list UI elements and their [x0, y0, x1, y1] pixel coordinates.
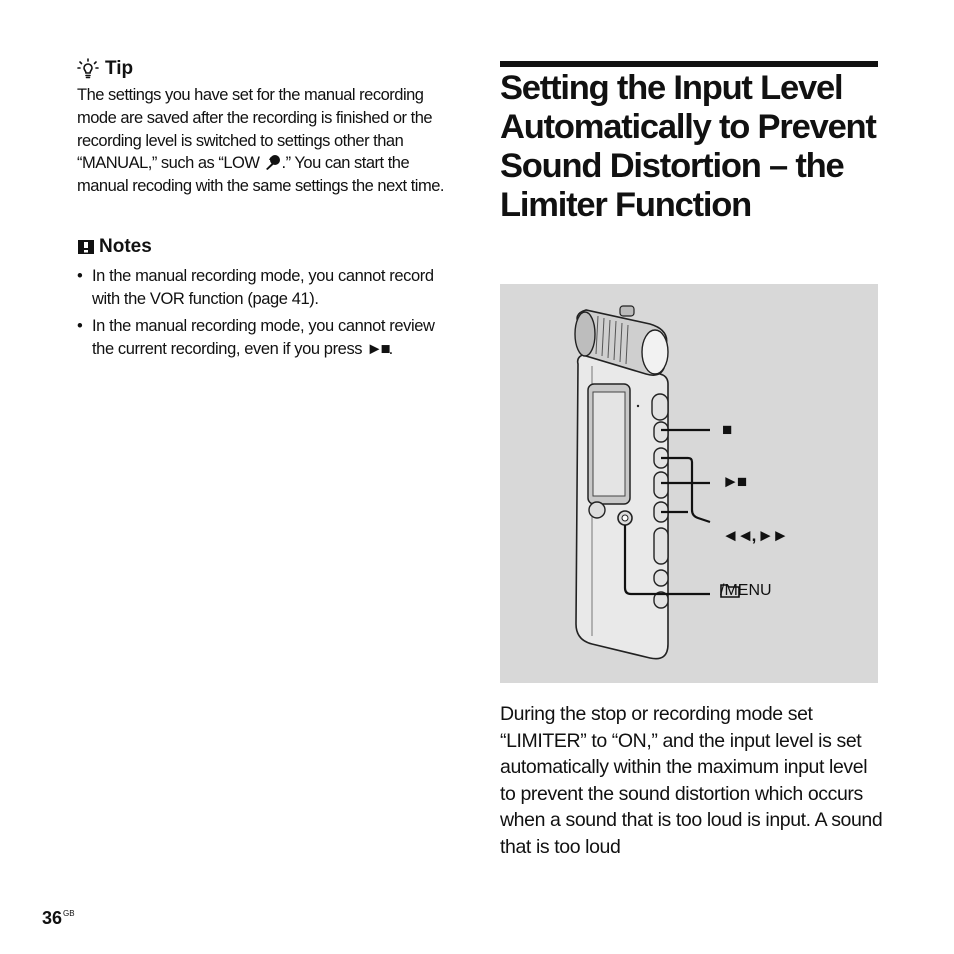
- tip-heading: [77, 58, 133, 80]
- folder-icon: [720, 582, 740, 598]
- lightbulb-icon: [77, 58, 99, 80]
- page-number: $36^{GB}$: [42, 908, 75, 928]
- tip-title: Tip: [105, 58, 134, 79]
- notes-title: Notes: [99, 236, 152, 257]
- notes-list: [77, 265, 457, 365]
- title-rule: [500, 61, 878, 67]
- notes-icon: [77, 238, 95, 256]
- notes-heading: [77, 236, 152, 258]
- page-suffix: GB: [63, 909, 75, 918]
- play-stop-label: ►■: [722, 472, 746, 491]
- voice-recorder-drawing: [500, 284, 878, 683]
- note-item-2: • In the manual recording mode, you cannot review the current recording, even if you press ►■.: [77, 315, 457, 361]
- section-title: Setting the Input Level Automatically to Prevent Sound Distortion – the Limiter Function: [500, 69, 876, 224]
- recorder-illustration: [500, 284, 878, 683]
- menu-label: /MENU: [720, 582, 772, 599]
- tip-body: The settings you have set for the manual recording mode are saved after the recording is finished or the recording level is switched to settings other than “MANUAL,” such as “LOW .” You can start the manual recoding with the same settings the next time.: [77, 86, 444, 196]
- note-item-1: • In the manual recording mode, you cannot record with the VOR function (page 41).: [77, 265, 457, 311]
- microphone-low-icon: [264, 154, 282, 170]
- stop-label: ■: [722, 420, 733, 439]
- play-stop-symbol: ►■: [366, 340, 389, 358]
- rewind-fastforward-label: ◄◄, ►►: [722, 526, 787, 545]
- body-paragraph: During the stop or recording mode set “LIMITER” to “ON,” and the input level is set automatically within the maximum input level to prevent the sound distortion which occurs when a sound that is too loud is input. A sound that is too loud: [500, 703, 883, 858]
